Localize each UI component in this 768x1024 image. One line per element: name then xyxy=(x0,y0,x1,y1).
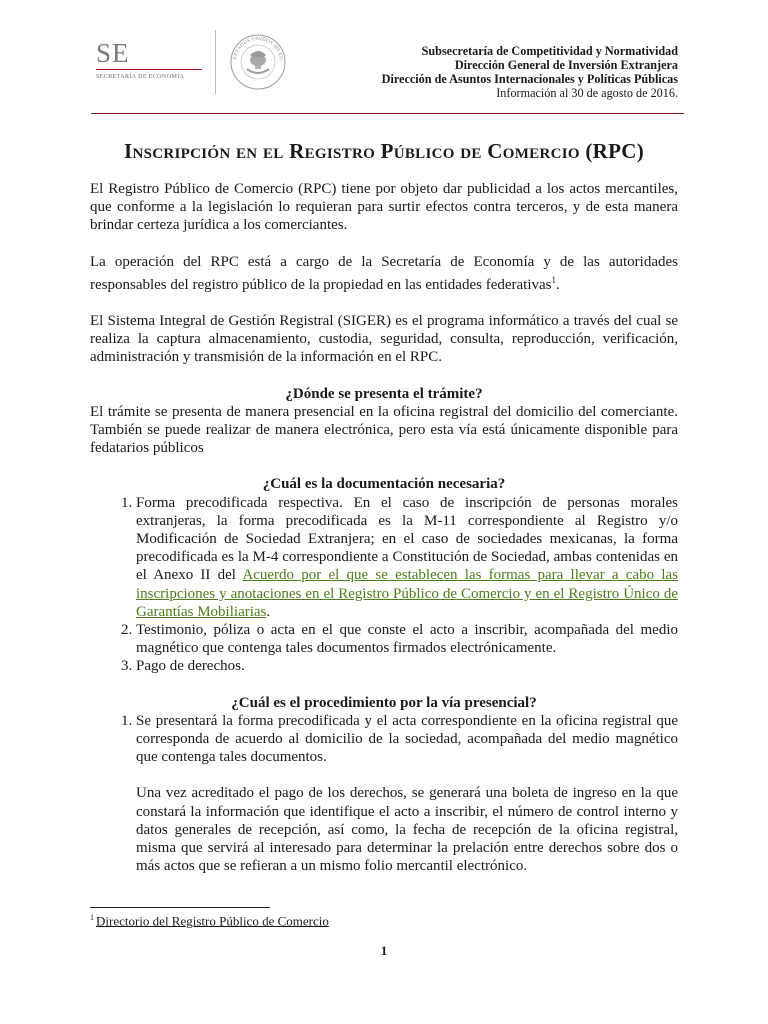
se-logo xyxy=(96,38,206,80)
logo-red-bar xyxy=(96,69,202,70)
list-item: 1. Forma precodificada respectiva. En el caso de inscripción de personas morales extranjeras, la forma precodificada es la M-11 correspondiente al Registro y/o Modificación de Sociedad Extranjera; en el caso de sociedades mexicanas, la forma precodificada es la M-4 correspondiente a Constitución de Sociedad, ambas contenidas en el Anexo II del Acuerdo por el que se establecen las formas para llevar a cabo las inscripciones y anotaciones en el Registro Público de Comercio y en el Registro Único de Garantías Mobiliarias. xyxy=(136,494,678,621)
list-item: 3. Pago de derechos. xyxy=(136,657,678,675)
documents-list xyxy=(90,494,678,676)
page-title: Inscripción en el Registro Público de Comercio (RPC) xyxy=(123,139,645,163)
page-header xyxy=(0,0,768,118)
intro-paragraph-2: La operación del RPC está a cargo de la Secretaría de Economía y de las autoridades responsables del registro público de la propiedad en las entidades federativas$^1$. xyxy=(90,253,678,293)
logo-separator xyxy=(215,30,216,94)
intro-paragraph-3: El Sistema Integral de Gestión Registral (SIGER) es el programa informático a través del cual se realiza la captura almacenamiento, custodia, seguridad, consulta, reproducción, verificación, administración y transmisión de la información en el RPC. xyxy=(90,313,678,366)
logo-subtext: SECRETARÍA DE ECONOMÍA xyxy=(96,74,185,80)
header-date: Información al 30 de agosto de 2016. xyxy=(496,86,678,100)
page-number: 1 xyxy=(380,943,388,958)
header-line-1: Subsecretaría de Competitividad y Normatividad xyxy=(421,44,678,58)
procedure-step-1: 1. Se presentará la forma precodificada y el acta correspondiente en la oficina registral que corresponda de acuerdo al domicilio de la sociedad, acompañada del medio magnético que contenga tales documentos. xyxy=(136,712,678,766)
list-item xyxy=(136,712,678,876)
svg-text:ESTADOS UNIDOS MEXICANOS: ESTADOS UNIDOS MEXIC xyxy=(233,36,284,63)
footnote-reference[interactable]: 1 xyxy=(551,274,557,285)
logo-text: SE xyxy=(96,38,130,68)
procedure-step-1-detail: Una vez acreditado el pago de los derechos, se generará una boleta de ingreso en la que constará la información que identifique el acto a inscribir, el número de control interno y datos generales de recepción, así como, la fecha de recepción de la oficina registral, misma que servirá al interesado para determinar la prelación entre derechos sobre dos o más actos que se refieran a un mismo folio mercantil electrónico. xyxy=(136,785,678,875)
procedure-list xyxy=(90,712,678,876)
footnote-divider xyxy=(90,907,270,908)
intro-paragraph-1: El Registro Público de Comercio (RPC) tiene por objeto dar publicidad a los actos mercantiles, que conforme a la legislación lo requieran para surtir efectos contra terceros, y de esta manera brindar certeza jurídica a los comerciantes. xyxy=(90,181,678,234)
mexico-seal-icon xyxy=(229,33,287,91)
header-line-2: Dirección General de Inversión Extranjera xyxy=(454,58,678,72)
directorio-link[interactable]: Directorio del Registro Público de Comercio xyxy=(96,913,329,929)
section-where-text: El trámite se presenta de manera presencial en la oficina registral del domicilio del comerciante. También se puede realizar de manera electrónica, pero esta vía está únicamente disponible para fedatarios públicos xyxy=(90,403,678,457)
header-info xyxy=(382,44,678,100)
header-line-3: Dirección de Asuntos Internacionales y Políticas Públicas xyxy=(381,72,678,86)
acuerdo-link[interactable]: Acuerdo por el que se establecen las formas para llevar a cabo las inscripciones y anotaciones en el Registro Público de Comercio y en el Registro Único de Garantías Mobiliarias xyxy=(136,567,678,620)
footnote xyxy=(90,913,329,929)
section-heading-where: ¿Dónde se presenta el trámite? xyxy=(285,385,483,402)
footnote-number: 1 xyxy=(90,913,94,922)
section-heading-documents: ¿Cuál es la documentación necesaria? xyxy=(262,476,506,493)
document-body xyxy=(90,180,678,876)
header-divider xyxy=(91,113,684,114)
list-item: 2. Testimonio, póliza o acta en el que conste el acto a inscribir, acompañada del medio magnético que contenga tales documentos firmados electrónicamente. xyxy=(136,621,678,657)
section-heading-procedure: ¿Cuál es el procedimiento por la vía presencial? xyxy=(231,694,537,711)
